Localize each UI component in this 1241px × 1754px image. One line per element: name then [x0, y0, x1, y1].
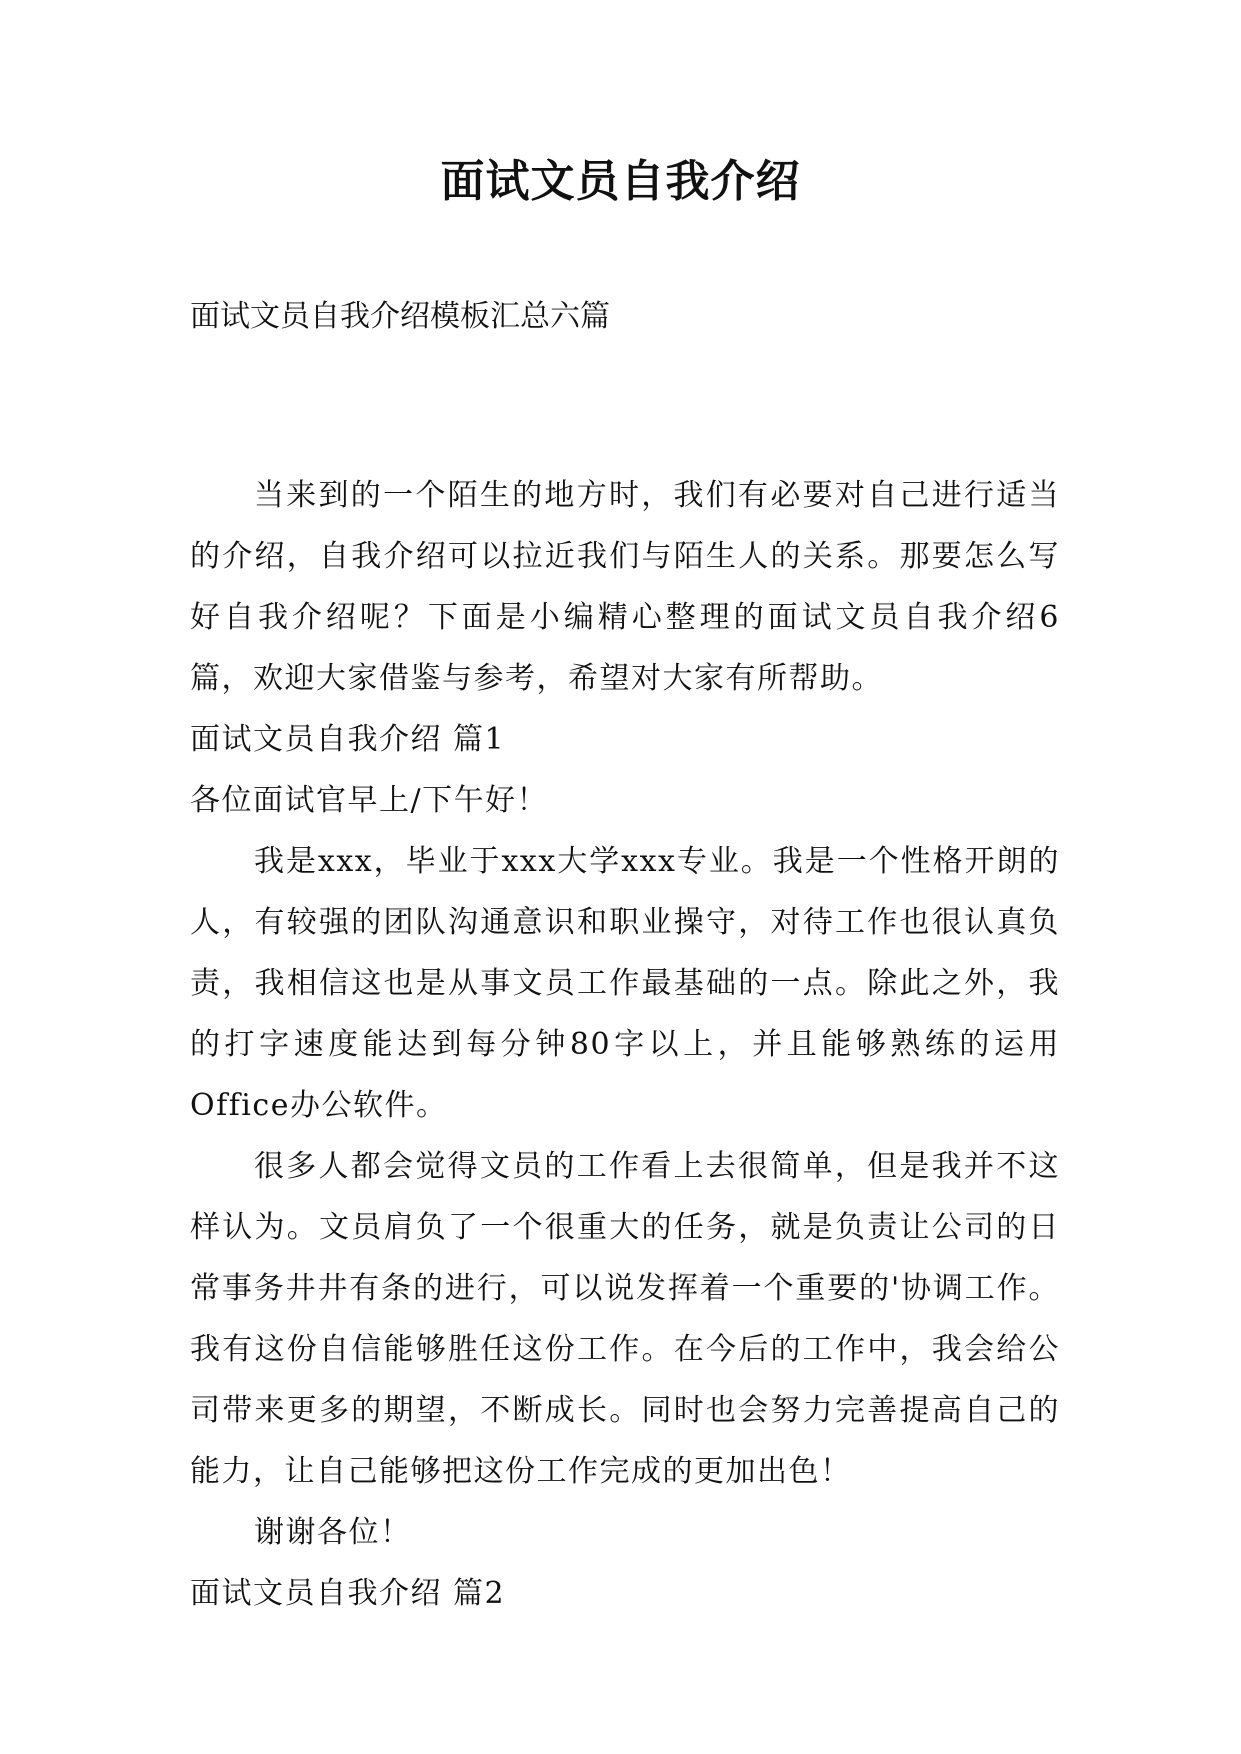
document-body: [190, 465, 1060, 1624]
body-paragraph-2: 很多人都会觉得文员的工作看上去很简单，但是我并不这样认为。文员肩负了一个很重大的任务，就是负责让公司的日常事务井井有条的进行，可以说发挥着一个重要的'协调工作。我有这份自信能够胜任这份工作。在今后的工作中，我会给公司带来更多的期望，不断成长。同时也会努力完善提高自己的能力，让自己能够把这份工作完成的更加出色！: [190, 1149, 1060, 1489]
body-paragraph-1: 我是xxx，毕业于xxx大学xxx专业。我是一个性格开朗的人，有较强的团队沟通意识和职业操守，对待工作也很认真负责，我相信这也是从事文员工作最基础的一点。除此之外，我的打字速度能达到每分钟80字以上，并且能够熟练的运用Office办公软件。: [190, 844, 1060, 1123]
thanks-line: 谢谢各位！: [254, 1515, 412, 1550]
section-heading-2: 面试文员自我介绍 篇2: [190, 1576, 506, 1611]
document-subtitle: 面试文员自我介绍模板汇总六篇: [190, 299, 610, 334]
document-title: 面试文员自我介绍: [440, 156, 801, 207]
intro-paragraph: 当来到的一个陌生的地方时，我们有必要对自己进行适当的介绍，自我介绍可以拉近我们与陌生人的关系。那要怎么写好自我介绍呢？下面是小编精心整理的面试文员自我介绍6篇，欢迎大家借鉴与参考，希望对大家有所帮助。: [190, 478, 1060, 696]
section-heading-1: 面试文员自我介绍 篇1: [190, 722, 506, 757]
greeting-line: 各位面试官早上/下午好！: [190, 783, 549, 818]
